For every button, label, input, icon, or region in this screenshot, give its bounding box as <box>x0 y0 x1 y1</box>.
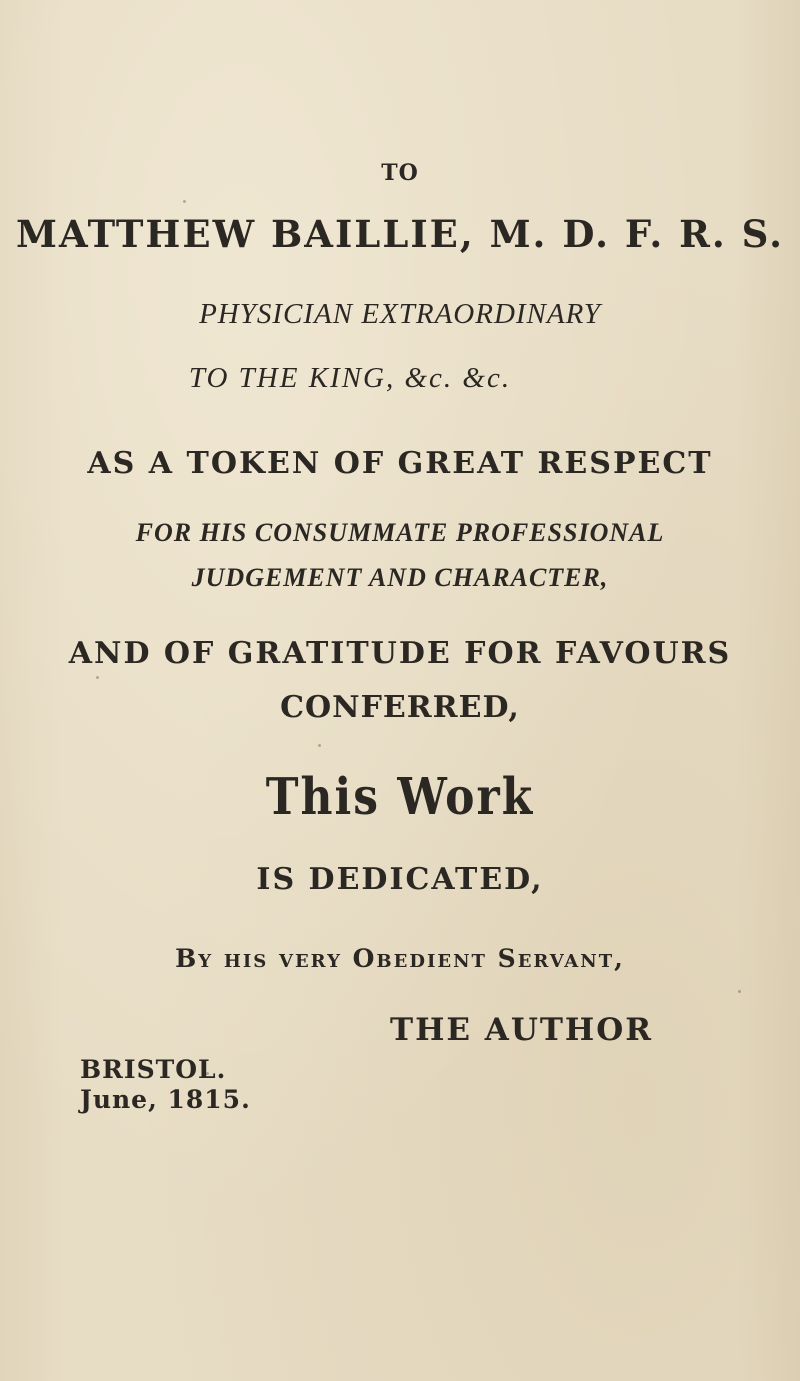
gratitude-line-2: CONFERRED, <box>280 690 520 725</box>
dedicatee-name: MATTHEW BAILLIE, M. D. F. R. S. <box>16 212 784 256</box>
place-line: BRISTOL. <box>80 1055 227 1084</box>
work-heading: This Work <box>265 768 535 827</box>
judgement-line-2: JUDGEMENT AND CHARACTER, <box>191 563 609 592</box>
author-signature: THE AUTHOR <box>390 1012 653 1048</box>
dedicated-line: IS DEDICATED, <box>256 862 544 897</box>
to-heading: TO <box>381 160 419 186</box>
date-line: June, 1815. <box>80 1085 251 1114</box>
respect-line: AS A TOKEN OF GREAT RESPECT <box>87 446 713 481</box>
servant-line: By his very Obedient Servant, <box>175 944 625 973</box>
dedicatee-title-line-1: PHYSICIAN EXTRAORDINARY <box>199 298 601 330</box>
dedicatee-title-line-2: TO THE KING, &c. &c. <box>188 362 512 394</box>
gratitude-line-1: AND OF GRATITUDE FOR FAVOURS <box>68 636 732 671</box>
judgement-line-1: FOR HIS CONSUMMATE PROFESSIONAL <box>135 518 665 547</box>
